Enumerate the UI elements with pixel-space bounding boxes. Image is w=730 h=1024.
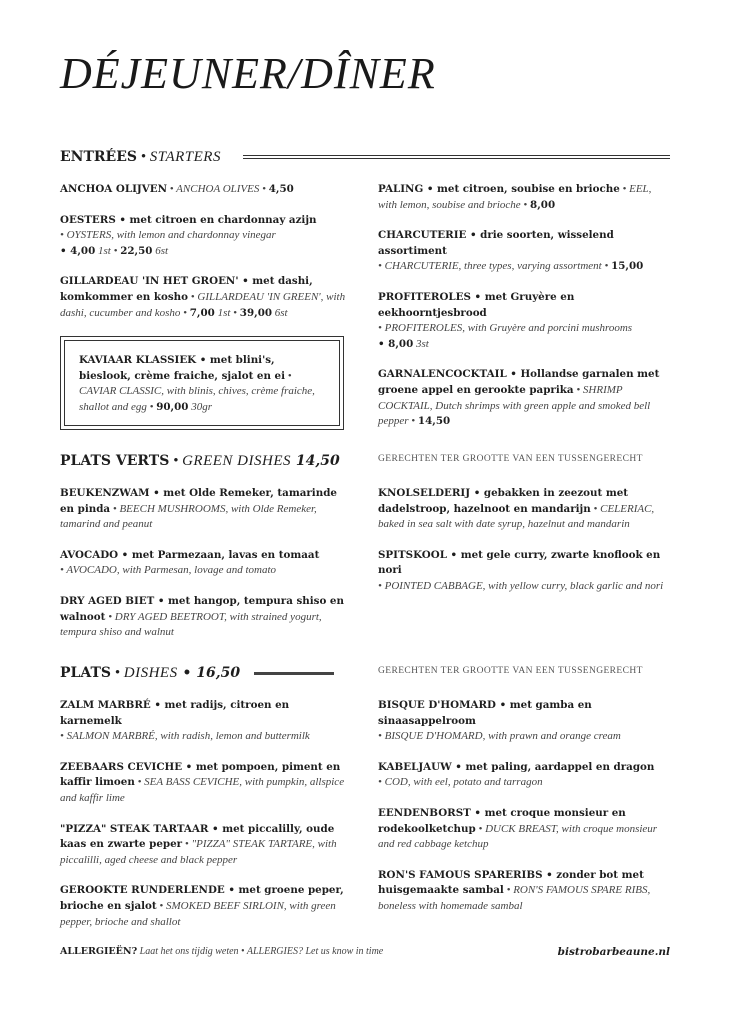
allergen-note: ALLERGIEËN? Laat het ons tijdig weten • ALLERGIES? Let us know in time — [60, 946, 384, 957]
section-note: GERECHTEN TER GROOTTE VAN EEN TUSSENGERECHT — [378, 454, 643, 464]
menu-item: "PIZZA" STEAK TARTAAR • met piccalilly, oude kaas en zwarte peper • "PIZZA" STEAK TARTARE, with piccalilli, aged cheese and black pepper — [60, 822, 337, 866]
menu-item: OESTERS • met citroen en chardonnay azijn • OYSTERS, with lemon and chardonnay vinegar • 4,00 1st • 22,50 6st — [60, 213, 317, 257]
section-title: PLATS • DISHES • 16,50 — [60, 664, 241, 681]
menu-item: KABELJAUW • met paling, aardappel en dragon • COD, with eel, potato and tarragon — [378, 760, 655, 789]
menu-item: RON'S FAMOUS SPARERIBS • zonder bot met huisgemaakte sambal • RON'S FAMOUS SPARE RIBS, boneless with homemade sambal — [378, 868, 651, 912]
right-column — [378, 182, 670, 445]
menu-item: EENDENBORST • met croque monsieur en rodekoolketchup • DUCK BREAST, with croque monsieur and red cabbage ketchup — [378, 806, 658, 851]
menu-item: GEROOKTE RUNDERLENDE • met groene peper, brioche en sjalot • SMOKED BEEF SIRLOIN, with green pepper, brioche and shallot — [60, 884, 344, 928]
menu-item: ZALM MARBRÉ • met radijs, citroen en karnemelk • SALMON MARBRÉ, with radish, lemon and buttermilk — [60, 699, 310, 743]
right-column — [378, 486, 670, 656]
short-rule — [254, 672, 334, 675]
menu-item: KNOLSELDERIJ • gebakken in zeezout met dadelstroop, hazelnoot en mandarijn • CELERIAC, baked in sea salt with date syrup, hazelnut and mandarin — [378, 487, 655, 531]
section-entrees — [60, 146, 670, 445]
menu-item: ZEEBAARS CEVICHE • met pompoen, piment en kaffir limoen • SEA BASS CEVICHE, with pumpkin, allspice and kaffir lime — [60, 760, 345, 804]
section-header — [60, 450, 670, 472]
left-column — [60, 486, 352, 656]
right-column — [378, 698, 670, 945]
menu-item: AVOCADO • met Parmezaan, lavas en tomaat • AVOCADO, with Parmesan, lovage and tomato — [60, 548, 320, 577]
menu-item: GARNALENCOCKTAIL • Hollandse garnalen met groene appel en gerookte paprika • SHRIMP COCKTAIL, Dutch shrimps with green apple and smoked bell pepper • 14,50 — [378, 368, 660, 428]
footer — [60, 946, 670, 958]
menu-item: CHARCUTERIE • drie soorten, wisselend assortiment • CHARCUTERIE, three types, varying assortment • 15,00 — [378, 229, 644, 273]
menu-item: DRY AGED BIET • met hangop, tempura shiso en walnoot • DRY AGED BEETROOT, with strained yogurt, tempura shiso and walnut — [60, 594, 344, 639]
menu-item: BEUKENZWAM • met Olde Remeker, tamarinde en pinda • BEECH MUSHROOMS, with Olde Remeker, tamarind and peanut — [60, 487, 337, 531]
left-column — [60, 182, 352, 445]
menu-item: ANCHOA OLIJVEN • ANCHOA OLIVES • 4,50 — [60, 183, 294, 195]
website-link[interactable]: bistrobarbeaune.nl — [557, 946, 670, 958]
menu-item: PALING • met citroen, soubise en brioche • EEL, with lemon, soubise and brioche • 8,00 — [378, 183, 652, 211]
section-plats-verts — [60, 450, 670, 656]
menu-item: SPITSKOOL • met gele curry, zwarte knoflook en nori • POINTED CABBAGE, with yellow curry, black garlic and nori — [378, 548, 664, 592]
menu-item: PROFITEROLES • met Gruyère en eekhoorntjesbrood • PROFITEROLES, with Gruyère and porcini mushrooms • 8,00 3st — [378, 290, 633, 350]
double-rule — [243, 155, 670, 159]
menu-item: BISQUE D'HOMARD • met gamba en sinaasappelroom • BISQUE D'HOMARD, with prawn and orange cream — [378, 699, 621, 743]
menu-item: GILLARDEAU 'IN HET GROEN' • met dashi, komkommer en kosho • GILLARDEAU 'IN GREEN', with dashi, cucumber and kosho • 7,00 1st • 39,00 6st — [60, 275, 346, 319]
featured-item-box — [60, 336, 344, 429]
section-plats — [60, 662, 670, 945]
section-header — [60, 146, 670, 168]
menu-title: DÉJEUNER/DÎNER — [60, 49, 436, 98]
section-header — [60, 662, 670, 684]
section-title: ENTRÉES • STARTERS — [60, 148, 221, 165]
left-column — [60, 698, 352, 945]
section-note: GERECHTEN TER GROOTTE VAN EEN TUSSENGERECHT — [378, 666, 643, 676]
section-title: PLATS VERTS • GREEN DISHES 14,50 — [60, 452, 340, 469]
menu-item: KAVIAAR KLASSIEK • met blini's, bieslook, crème fraiche, sjalot en ei • CAVIAR CLASSIC, with blinis, chives, crème fraiche, shallot and egg • 90,00 30gr — [79, 354, 315, 413]
